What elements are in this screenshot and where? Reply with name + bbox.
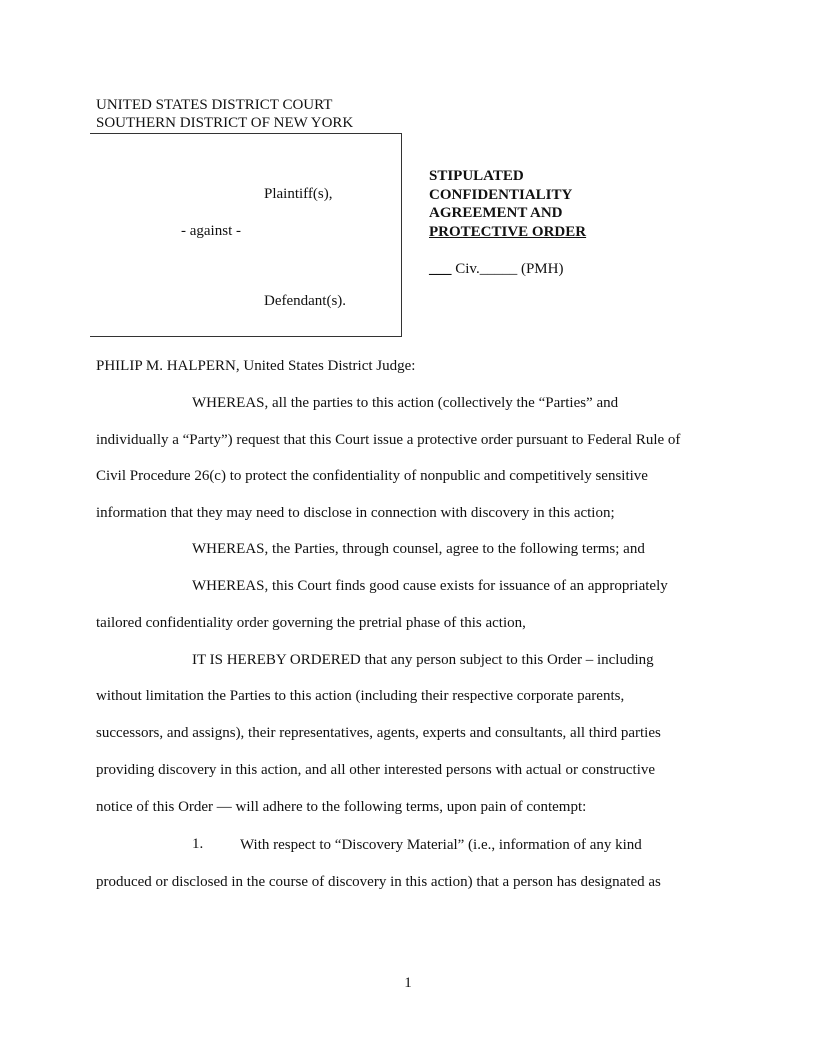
page-number: 1: [404, 975, 412, 991]
body-line: without limitation the Parties to this action (including their respective corporate parents,: [96, 688, 625, 704]
body-line: With respect to “Discovery Material” (i.e., information of any kind: [240, 837, 642, 853]
body-line: tailored confidentiality order governing the pretrial phase of this action,: [96, 615, 526, 631]
civ-label: Civ.: [451, 261, 480, 277]
body-line: Civil Procedure 26(c) to protect the confidentiality of nonpublic and competitively sensitive: [96, 468, 648, 484]
body-line: successors, and assigns), their representatives, agents, experts and consultants, all third parties: [96, 725, 661, 741]
civ-blank-2: _____: [479, 261, 518, 277]
civ-suffix: (PMH): [517, 261, 564, 277]
court-heading: [96, 96, 353, 132]
against-label: - against -: [181, 223, 241, 239]
body-line: IT IS HEREBY ORDERED that any person subject to this Order – including: [192, 652, 654, 668]
title-line-2: CONFIDENTIALITY: [429, 186, 573, 203]
body-line: information that they may need to disclose in connection with discovery in this action;: [96, 505, 615, 521]
title-line-4: PROTECTIVE ORDER: [429, 223, 587, 240]
body-line: WHEREAS, this Court finds good cause exists for issuance of an appropriately: [192, 578, 668, 594]
item-number: 1.: [192, 836, 204, 852]
body-line: WHEREAS, all the parties to this action (collectively the “Parties” and: [192, 395, 619, 411]
court-district: SOUTHERN DISTRICT OF NEW YORK: [96, 115, 354, 131]
document-title: [429, 167, 586, 241]
body-line: individually a “Party”) request that this Court issue a protective order pursuant to Federal Rule of: [96, 432, 681, 448]
case-caption-box: [90, 133, 402, 337]
body-line: notice of this Order — will adhere to the following terms, upon pain of contempt:: [96, 799, 587, 815]
title-line-3: AGREEMENT AND: [429, 205, 563, 221]
body-line: WHEREAS, the Parties, through counsel, agree to the following terms; and: [192, 541, 645, 557]
defendant-label: Defendant(s).: [264, 293, 347, 309]
civil-case-number: [429, 261, 563, 278]
judge-line: PHILIP M. HALPERN, United States District Judge:: [96, 358, 416, 374]
plaintiff-label: Plaintiff(s),: [264, 186, 333, 202]
civ-blank-1: ___: [429, 261, 452, 277]
court-name: UNITED STATES DISTRICT COURT: [96, 97, 333, 113]
body-line: providing discovery in this action, and all other interested persons with actual or constructive: [96, 762, 656, 778]
title-line-1: STIPULATED: [429, 168, 524, 184]
body-line: produced or disclosed in the course of discovery in this action) that a person has designated as: [96, 874, 661, 890]
